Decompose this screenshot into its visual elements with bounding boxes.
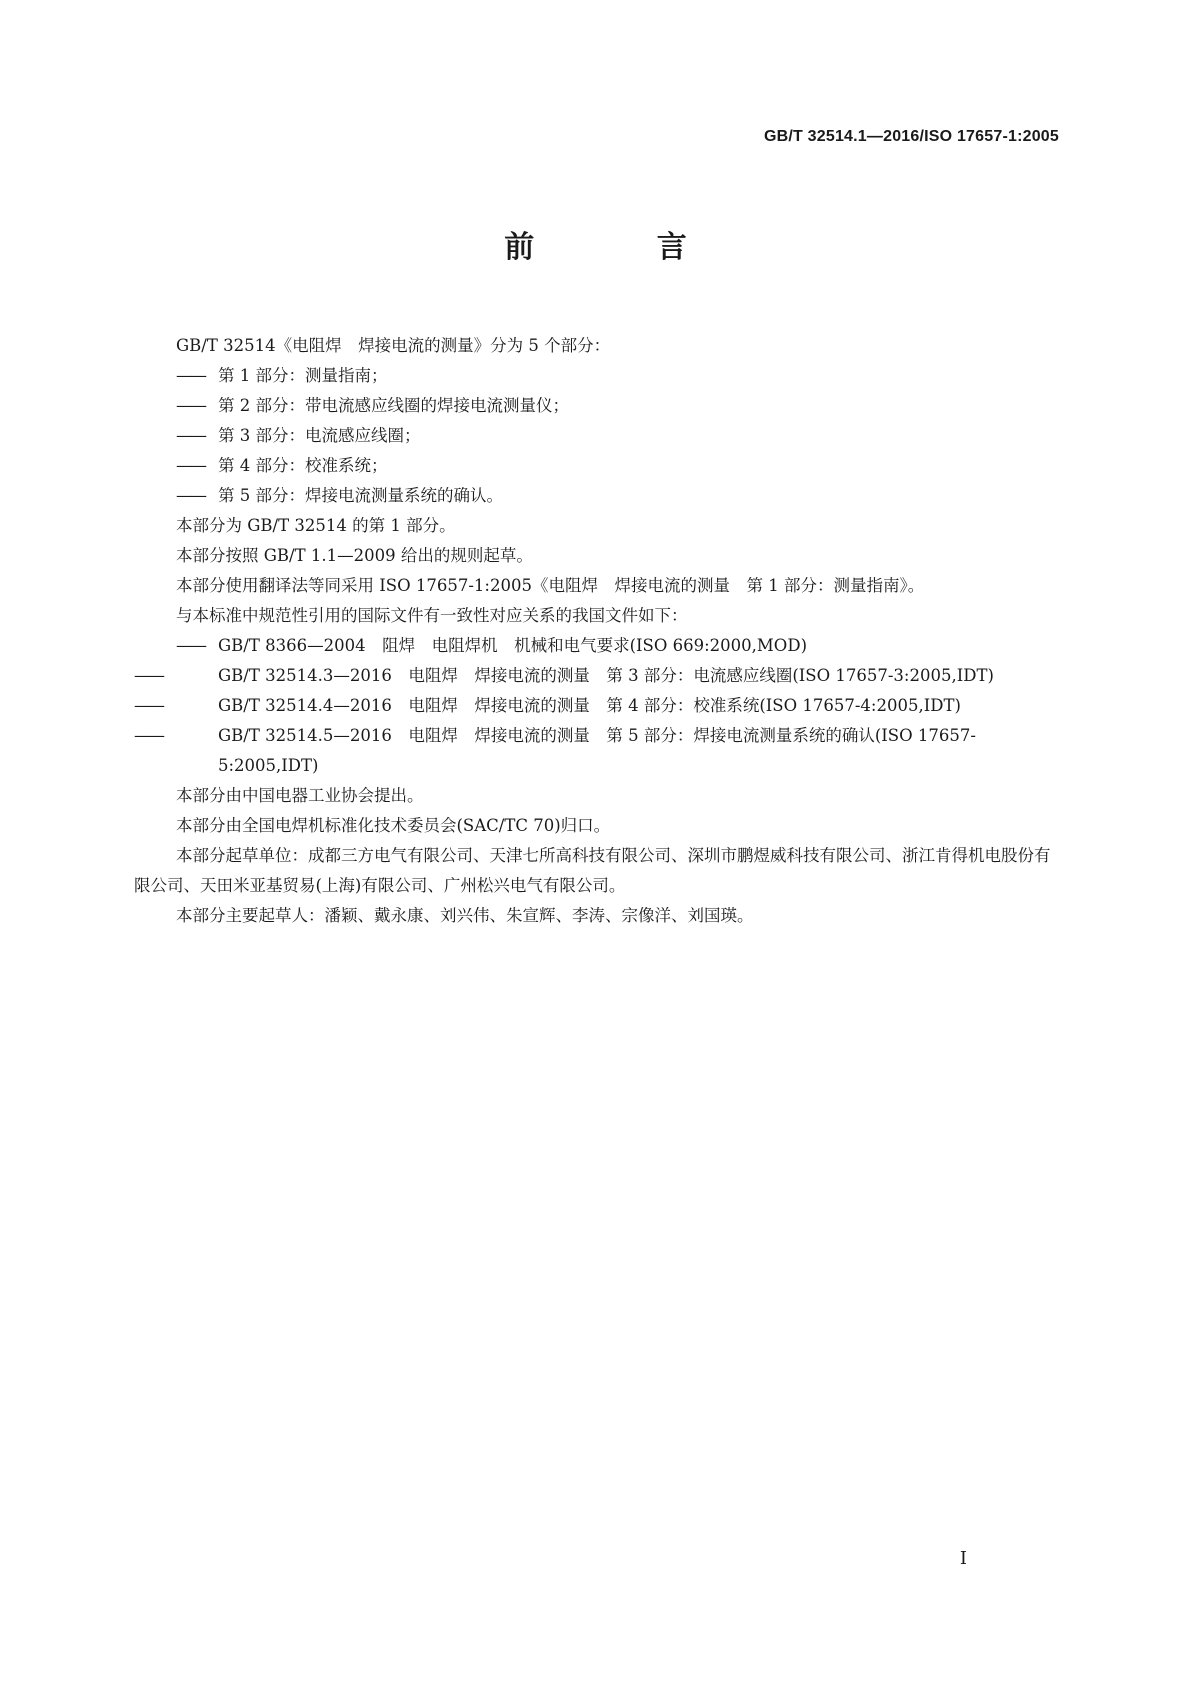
paragraph: GB/T 32514《电阻焊 焊接电流的测量》分为 5 个部分：: [176, 336, 611, 355]
list-dash: ——: [176, 636, 205, 655]
list-item: [134, 661, 1059, 691]
page-number: I: [959, 1548, 967, 1569]
list-dash: ——: [176, 366, 205, 385]
list-item: [134, 721, 1059, 781]
page-title: 前 言: [504, 230, 743, 265]
list-dash: ——: [134, 726, 163, 745]
list-dash: ——: [134, 696, 163, 715]
list-item: [134, 481, 1059, 511]
paragraph: 本部分为 GB/T 32514 的第 1 部分。: [176, 516, 456, 535]
paragraph: 与本标准中规范性引用的国际文件有一致性对应关系的我国文件如下：: [176, 606, 688, 625]
standard-code: GB/T 32514.1—2016/ISO 17657-1:2005: [764, 128, 1059, 145]
list-dash: ——: [134, 666, 163, 685]
paragraph: 本部分起草单位：成都三方电气有限公司、天津七所高科技有限公司、深圳市鹏煜威科技有限公司、浙江肯得机电股份有限公司、天田米亚基贸易(上海)有限公司、广州松兴电气有限公司。: [134, 846, 1051, 895]
list-item-text: GB/T 32514.4—2016 电阻焊 焊接电流的测量 第 4 部分：校准系统(ISO 17657-4:2005,IDT): [218, 696, 961, 715]
list-item-text: GB/T 32514.3—2016 电阻焊 焊接电流的测量 第 3 部分：电流感应线圈(ISO 17657-3:2005,IDT): [218, 666, 994, 685]
list-item: [134, 391, 1059, 421]
paragraph: 本部分按照 GB/T 1.1—2009 给出的规则起草。: [176, 546, 533, 565]
list-item-text: 第 3 部分：电流感应线圈；: [218, 426, 421, 445]
list-dash: ——: [176, 456, 205, 475]
list-dash: ——: [176, 396, 205, 415]
paragraph: 本部分主要起草人：潘颖、戴永康、刘兴伟、朱宣辉、李涛、宗像洋、刘国瑛。: [176, 906, 754, 925]
paragraph: 本部分使用翻译法等同采用 ISO 17657-1:2005《电阻焊 焊接电流的测量 第 1 部分：测量指南》。: [176, 576, 925, 595]
list-item-text: 第 5 部分：焊接电流测量系统的确认。: [218, 486, 503, 505]
list-item-text: 第 2 部分：带电流感应线圈的焊接电流测量仪；: [218, 396, 569, 415]
list-item-text: GB/T 8366—2004 阻焊 电阻焊机 机械和电气要求(ISO 669:2000,MOD): [218, 636, 808, 655]
list-item: [134, 421, 1059, 451]
list-item: [134, 631, 1059, 661]
list-dash: ——: [176, 426, 205, 445]
list-item: [134, 361, 1059, 391]
list-item: [134, 451, 1059, 481]
list-item-text: GB/T 32514.5—2016 电阻焊 焊接电流的测量 第 5 部分：焊接电流测量系统的确认(ISO 17657-5:2005,IDT): [218, 726, 976, 775]
paragraph: 本部分由中国电器工业协会提出。: [176, 786, 424, 805]
paragraph: 本部分由全国电焊机标准化技术委员会(SAC/TC 70)归口。: [176, 816, 611, 835]
list-item-text: 第 4 部分：校准系统；: [218, 456, 388, 475]
foreword-body: [134, 331, 1059, 931]
list-dash: ——: [176, 486, 205, 505]
list-item: [134, 691, 1059, 721]
list-item-text: 第 1 部分：测量指南；: [218, 366, 388, 385]
